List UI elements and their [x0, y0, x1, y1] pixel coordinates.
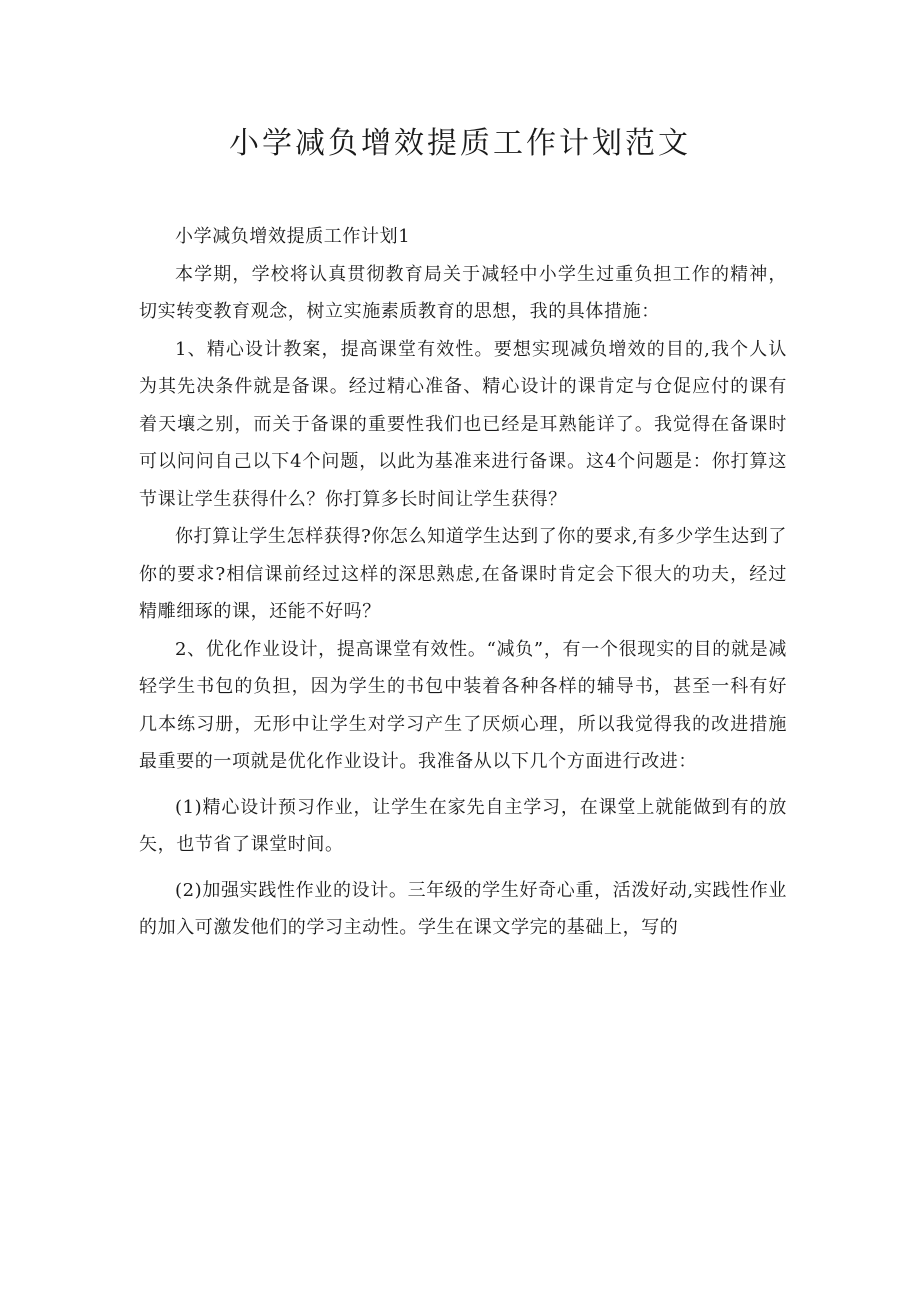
paragraph-item-2: 2、优化作业设计，提高课堂有效性。“减负”，有一个很现实的目的就是减轻学生书包的负担，因为学生的书包中装着各种各样的辅导书，甚至一科有好几本练习册，无形中让学生对学习产生了厌烦心理，所以我觉得我的改进措施最重要的一项就是优化作业设计。我准备从以下几个方面进行改进： [139, 638, 787, 772]
section-heading: 小学减负增效提质工作计划1 [175, 226, 411, 247]
paragraph-subitem-1: (1)精心设计预习作业，让学生在家先自主学习，在课堂上就能做到有的放矢，也节省了课堂时间。 [139, 796, 787, 855]
paragraph-intro: 本学期，学校将认真贯彻教育局关于减轻中小学生过重负担工作的精神，切实转变教育观念，树立实施素质教育的思想，我的具体措施： [139, 263, 787, 322]
paragraph-item-1: 1、精心设计教案，提高课堂有效性。要想实现减负增效的目的,我个人认为其先决条件就是备课。经过精心准备、精心设计的课肯定与仓促应付的课有着天壤之别，而关于备课的重要性我们也已经是耳熟能详了。我觉得在备课时可以问问自己以下4个问题，以此为基准来进行备课。这4个问题是：你打算这节课让学生获得什么？你打算多长时间让学生获得？ [139, 338, 787, 510]
document-title: 小学减负增效提质工作计划范文 [229, 126, 691, 161]
document-body [139, 218, 787, 947]
paragraph-subitem-2: (2)加强实践性作业的设计。三年级的学生好奇心重，活泼好动,实践性作业的加入可激发他们的学习主动性。学生在课文学完的基础上，写的 [139, 879, 787, 938]
paragraph-item-1-continued: 你打算让学生怎样获得?你怎么知道学生达到了你的要求,有多少学生达到了你的要求?相信课前经过这样的深思熟虑,在备课时肯定会下很大的功夫，经过精雕细琢的课，还能不好吗？ [139, 526, 787, 622]
